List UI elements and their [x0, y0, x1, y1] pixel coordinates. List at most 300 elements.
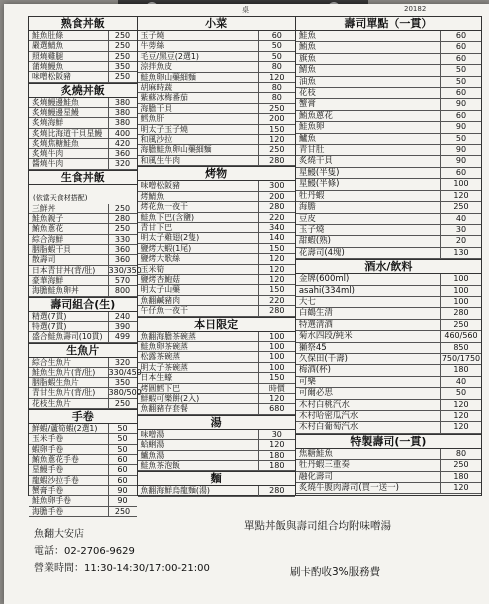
menu-item-row — [138, 156, 295, 166]
menu-item-price: 280 — [258, 306, 295, 315]
menu-item-row — [138, 384, 295, 394]
menu-item-price: 30 — [440, 225, 481, 235]
menu-item-price: 120 — [258, 73, 295, 82]
menu-item-price: 150 — [258, 244, 295, 253]
menu-item-name: 明太子茶碗蒸 — [140, 362, 188, 372]
menu-item-row — [29, 224, 137, 234]
menu-item-row — [296, 214, 481, 225]
menu-item-row — [296, 286, 481, 297]
menu-item-row — [296, 449, 481, 460]
menu-item-name: 明太子玉子燒 — [140, 124, 188, 134]
menu-item-name: 烤花魚一夜干 — [140, 202, 188, 212]
menu-item-price: 120 — [440, 483, 481, 493]
menu-item-price: 250 — [108, 52, 137, 61]
menu-item-price: 200 — [258, 114, 295, 123]
menu-item-row — [29, 118, 137, 128]
menu-item-name: 魚翻鹹豬肉 — [140, 295, 181, 305]
menu-item-row — [138, 373, 295, 383]
menu-item-price: 280 — [440, 308, 481, 318]
menu-item-price: 340 — [258, 223, 295, 232]
menu-item-price: 250 — [258, 104, 295, 113]
section-header: 湯 — [138, 415, 295, 430]
menu-item-row — [138, 83, 295, 93]
menu-item-price: 250 — [440, 460, 481, 470]
menu-item-row — [138, 213, 295, 223]
menu-column-3 — [296, 17, 481, 495]
menu-item-price: 120 — [440, 411, 481, 421]
menu-item-price: 180 — [258, 451, 295, 460]
menu-item-row — [29, 399, 137, 409]
menu-item-name: 松露茶碗蒸 — [140, 352, 181, 362]
menu-item-price: 250 — [440, 202, 481, 212]
menu-item-row — [138, 461, 295, 471]
menu-item-name: 鹽烤大歌絲 — [140, 254, 181, 264]
store-hours: 營業時間：11:30-14:30/17:00-21:00 — [34, 563, 210, 574]
menu-item-row — [296, 145, 481, 156]
miso-soup-note: 單點丼飯與壽司組合均附味噌湯 — [244, 520, 391, 532]
menu-item-row — [29, 52, 137, 62]
menu-item-price: 250 — [108, 224, 137, 233]
menu-item-name: 海膽鮭魚卵丼 — [32, 286, 79, 296]
menu-item-row — [296, 483, 481, 494]
menu-item-price: 330/350 — [108, 265, 142, 275]
menu-item-row — [296, 191, 481, 202]
menu-item-name: 可爾必思 — [298, 388, 333, 399]
menu-item-price: 320 — [108, 358, 137, 367]
menu-footer — [28, 498, 480, 598]
menu-item-name: 蝦卵手卷 — [32, 444, 64, 454]
menu-item-row — [29, 455, 137, 465]
menu-item-name: 三鮮丼 — [32, 203, 56, 213]
menu-item-price: 50 — [258, 41, 295, 50]
menu-item-row — [29, 41, 137, 51]
menu-item-row — [29, 62, 137, 72]
menu-item-price: 250 — [108, 399, 137, 408]
menu-item-price: 570 — [108, 276, 137, 285]
menu-item-row — [296, 111, 481, 122]
menu-item-name: 特選清酒 — [298, 319, 333, 330]
menu-item-row — [138, 135, 295, 145]
menu-item-name: 久保田(千壽) — [298, 353, 348, 364]
menu-item-price: 120 — [258, 275, 295, 284]
menu-item-name: 鮪魚蔥花 — [298, 110, 333, 121]
menu-item-name: 炙燒牛肉 — [32, 149, 64, 159]
menu-item-name: 花枝生魚片 — [32, 398, 71, 408]
menu-item-name: 毛豆/黑豆(2選1) — [140, 51, 199, 61]
menu-item-row — [296, 388, 481, 399]
menu-item-price: 280 — [258, 156, 295, 165]
menu-item-row — [29, 255, 137, 265]
section-header: 小菜 — [138, 17, 295, 31]
menu-item-row — [138, 404, 295, 414]
menu-item-row — [138, 244, 295, 254]
menu-item-name: 烤鯖魚 — [140, 191, 165, 201]
menu-item-price: 60 — [440, 88, 481, 98]
menu-item-price: 350 — [108, 378, 137, 387]
menu-item-name: 菊水四段/純米 — [298, 331, 353, 342]
menu-item-row — [29, 465, 137, 475]
menu-item-name: 日本生蠔 — [140, 373, 173, 383]
menu-item-price: 60 — [440, 31, 481, 41]
menu-item-name: 玉子燒 — [140, 31, 165, 40]
menu-item-price: 330 — [108, 235, 137, 244]
menu-item-row — [138, 125, 295, 135]
menu-item-name: 蟹膏手卷 — [32, 485, 64, 495]
menu-item-name: 龍蝦沙拉手卷 — [32, 475, 79, 485]
menu-sheet — [4, 4, 489, 604]
menu-item-price: 140 — [258, 233, 295, 242]
menu-item-row — [29, 108, 137, 118]
menu-item-name: 散壽司 — [32, 255, 56, 265]
menu-item-row — [296, 472, 481, 483]
menu-item-price: 60 — [440, 54, 481, 64]
menu-item-row — [29, 204, 137, 214]
menu-item-name: 鮭魚卵 — [298, 122, 325, 133]
section-note: (依當天食材搭配) — [33, 193, 88, 202]
menu-item-row — [296, 99, 481, 110]
menu-item-price: 60 — [108, 476, 137, 485]
menu-item-row — [29, 434, 137, 444]
menu-item-row — [29, 358, 137, 368]
menu-item-price: 250 — [108, 41, 137, 50]
menu-item-name: 牡丹蝦 — [298, 190, 325, 201]
menu-item-row — [296, 156, 481, 167]
menu-item-row — [296, 343, 481, 354]
menu-item-price: 120 — [258, 135, 295, 144]
menu-item-row — [29, 476, 137, 486]
menu-item-name: 可樂 — [298, 376, 316, 387]
menu-item-row — [29, 98, 137, 108]
menu-item-name: 蒲燒鰻魚 — [32, 61, 64, 71]
menu-item-name: 鮮蝦可樂餅(2入) — [140, 394, 200, 403]
menu-item-row — [138, 285, 295, 295]
menu-item-row — [29, 378, 137, 388]
menu-item-price: 130 — [440, 248, 481, 258]
menu-item-row — [29, 159, 137, 169]
menu-item-row — [296, 422, 481, 433]
menu-item-row — [138, 394, 295, 404]
menu-item-price: 390 — [108, 322, 137, 331]
menu-item-row — [138, 254, 295, 264]
section-header: 壽司組合(生) — [29, 297, 137, 312]
menu-item-row — [296, 168, 481, 179]
menu-item-price: 300 — [258, 181, 295, 190]
section-header: 壽司單點（一貫） — [296, 17, 481, 31]
menu-item-price: 80 — [258, 62, 295, 71]
menu-item-name: 融化壽司 — [298, 471, 333, 482]
top-right-mark: 20182 — [404, 5, 427, 13]
menu-item-name: 油魚 — [298, 76, 316, 87]
menu-item-row — [296, 134, 481, 145]
menu-item-name: 鮭魚卵山藥細麵 — [140, 72, 196, 82]
menu-item-row — [138, 451, 295, 461]
menu-item-price: 100 — [258, 342, 295, 351]
menu-item-row — [29, 445, 137, 455]
menu-item-name: 味噌松阪豬 — [32, 72, 71, 82]
menu-item-name: 鹽烤杏鮑菇 — [140, 274, 181, 284]
menu-item-price: 320 — [108, 159, 137, 168]
menu-item-price: 750/1750 — [441, 353, 481, 363]
menu-item-price: 50 — [108, 434, 137, 443]
menu-item-price: 50 — [440, 134, 481, 144]
menu-item-row — [138, 233, 295, 243]
menu-item-row — [29, 265, 142, 276]
menu-item-row — [296, 331, 481, 342]
menu-item-row — [296, 365, 481, 376]
menu-item-price: 250 — [258, 145, 295, 154]
menu-item-price: 180 — [258, 461, 295, 470]
menu-item-row — [29, 312, 137, 322]
menu-item-price: 60 — [108, 465, 137, 474]
menu-item-price: 380 — [108, 98, 137, 107]
menu-item-price: 120 — [258, 265, 295, 274]
menu-item-row — [296, 377, 481, 388]
menu-item-name: 炙燒比海道干貝星鰻 — [32, 128, 103, 138]
menu-item-name: 蟹膏 — [298, 99, 316, 110]
store-phone: 電話：02-2706-9629 — [34, 546, 135, 557]
menu-item-price: 220 — [258, 296, 295, 305]
menu-item-row — [296, 65, 481, 76]
menu-item-price: 60 — [258, 31, 295, 40]
menu-item-price: 680 — [258, 404, 295, 413]
menu-item-name: 星鰻(半條) — [298, 179, 340, 190]
menu-item-name: 午仔魚一夜干 — [140, 306, 188, 316]
menu-item-name: 木村哈密瓜汽水 — [298, 411, 359, 421]
menu-item-price: 850 — [440, 343, 481, 353]
menu-item-row — [296, 248, 481, 259]
menu-item-price: 時價 — [258, 384, 295, 393]
menu-item-row — [296, 77, 481, 88]
menu-item-name: 梅酒(杯) — [298, 365, 331, 376]
menu-item-price: 30 — [258, 430, 295, 439]
menu-item-row — [138, 93, 295, 103]
menu-item-price: 50 — [258, 52, 295, 61]
menu-item-row — [138, 114, 295, 124]
menu-item-price: 60 — [440, 168, 481, 178]
menu-item-name: 照燒雞腿 — [32, 51, 64, 61]
menu-item-name: 和風生牛肉 — [140, 155, 181, 165]
menu-item-row — [138, 192, 295, 202]
menu-item-price: 40 — [440, 214, 481, 224]
menu-item-row — [296, 400, 481, 411]
menu-item-row — [296, 354, 481, 365]
menu-item-name: 綜合生魚片 — [32, 357, 71, 367]
menu-item-price: 240 — [108, 312, 137, 321]
menu-item-row — [29, 332, 137, 342]
menu-item-name: 醬燒牛肉 — [32, 159, 64, 169]
menu-item-name: 魚翻海鮮烏龍麵(湯) — [140, 486, 210, 496]
menu-item-price: 120 — [258, 440, 295, 449]
menu-item-name: 炙燒焦糖鮭魚 — [32, 138, 79, 148]
menu-item-row — [138, 486, 295, 496]
menu-item-price: 120 — [258, 394, 295, 403]
menu-item-row — [138, 181, 295, 191]
menu-item-price: 80 — [440, 449, 481, 459]
menu-item-name: 明太子雞翅(2隻) — [140, 233, 200, 243]
menu-item-name: 炙燒鰻邊星鰻 — [32, 107, 79, 117]
menu-item-name: 牡丹蝦三重奏 — [298, 460, 350, 471]
menu-item-name: 旗魚 — [298, 53, 316, 64]
menu-item-name: 青甘生魚片(背/肚) — [32, 388, 96, 398]
menu-item-row — [138, 363, 295, 373]
menu-item-price: 50 — [440, 77, 481, 87]
menu-item-price: 100 — [440, 179, 481, 189]
menu-item-row — [138, 73, 295, 83]
menu-item-name: 青甘肚 — [298, 145, 325, 156]
menu-item-name: 涼拌魚皮 — [140, 62, 173, 72]
menu-item-price: 50 — [108, 445, 137, 454]
menu-item-price: 250 — [108, 507, 137, 516]
section-header: 生食丼飯 — [29, 170, 137, 185]
menu-item-price: 360 — [108, 149, 137, 158]
menu-item-name: 味噌湯 — [140, 429, 165, 439]
menu-item-price: 90 — [440, 122, 481, 132]
menu-item-name: 鱸魚湯 — [140, 450, 165, 460]
menu-item-row — [29, 214, 137, 224]
section-header: 生魚片 — [29, 343, 137, 358]
section-header: 烤物 — [138, 166, 295, 181]
menu-item-price: 420 — [108, 139, 137, 148]
menu-item-price: 90 — [440, 156, 481, 166]
menu-item-row — [296, 236, 481, 247]
menu-item-name: 和風沙拉 — [140, 135, 173, 145]
menu-item-row — [29, 276, 137, 286]
menu-item-name: 焦糖鮭魚 — [298, 448, 333, 459]
menu-item-price: 380 — [108, 108, 137, 117]
menu-item-row — [138, 296, 295, 306]
section-header: 麵 — [138, 471, 295, 486]
menu-item-row — [29, 129, 137, 139]
menu-item-price: 60 — [108, 455, 137, 464]
menu-item-name: 白鶴生清 — [298, 308, 333, 319]
menu-item-row — [29, 486, 137, 496]
menu-item-row — [138, 223, 295, 233]
menu-item-name: 鯖魚 — [298, 65, 316, 76]
section-header: 手卷 — [29, 409, 137, 424]
menu-item-name: 鮪魚 — [298, 42, 316, 53]
menu-item-price: 280 — [258, 202, 295, 211]
menu-item-row — [29, 286, 137, 296]
menu-item-name: 鮪魚蔥花 — [32, 224, 64, 234]
section-header: 特製壽司(一貫) — [296, 434, 481, 449]
menu-item-price: 100 — [440, 274, 481, 284]
menu-item-name: 蛤蜊湯 — [140, 440, 165, 450]
menu-item-price: 250 — [108, 72, 137, 81]
menu-item-row — [296, 88, 481, 99]
menu-item-name: 星鰻(半隻) — [298, 167, 340, 178]
menu-item-price: 180 — [440, 472, 481, 482]
menu-item-row — [296, 202, 481, 213]
menu-item-price: 50 — [108, 424, 137, 433]
menu-item-price: 100 — [440, 297, 481, 307]
menu-item-name: 花壽司(4塊) — [298, 247, 345, 258]
menu-item-name: asahi(334ml) — [298, 285, 355, 296]
menu-item-name: 玉子燒 — [298, 224, 325, 235]
menu-item-price: 120 — [258, 254, 295, 263]
menu-item-row — [296, 54, 481, 65]
menu-item-row — [138, 202, 295, 212]
menu-item-row — [29, 388, 142, 398]
menu-table — [28, 16, 482, 516]
menu-item-name: 海膽鮭魚卵山藥細麵 — [140, 145, 212, 155]
menu-item-name: 味噌松阪豬 — [140, 181, 181, 191]
menu-item-row — [138, 265, 295, 275]
menu-item-price: 250 — [108, 31, 137, 40]
menu-item-name: 特選(7貫) — [32, 321, 67, 331]
menu-item-name: 胭脂蝦干貝 — [32, 245, 71, 254]
menu-item-price: 180 — [440, 365, 481, 375]
menu-item-price: 100 — [258, 332, 295, 341]
menu-item-name: 精選(7貫) — [32, 311, 67, 321]
menu-item-name: 海膽干貝 — [140, 103, 173, 113]
menu-item-price: 200 — [258, 192, 295, 201]
menu-item-name: 鮭魚卵茶碗蒸 — [140, 341, 188, 351]
menu-item-price: 40 — [440, 377, 481, 387]
menu-item-price: 60 — [440, 111, 481, 121]
menu-item-price: 150 — [258, 125, 295, 134]
menu-item-price: 800 — [108, 286, 137, 295]
menu-item-row — [29, 424, 137, 434]
section-header: 炙燒丼飯 — [29, 83, 137, 98]
menu-item-name: 牛蒡絲 — [140, 41, 165, 51]
menu-item-row — [296, 308, 481, 319]
menu-item-price: 20 — [440, 236, 481, 246]
menu-item-price: 80 — [258, 93, 295, 102]
menu-item-name: 獺祭45 — [298, 342, 327, 353]
menu-item-price: 50 — [440, 65, 481, 75]
menu-item-row — [296, 320, 481, 331]
menu-item-name: 鮭魚肚條 — [32, 31, 64, 40]
menu-item-row — [29, 149, 137, 159]
menu-item-row — [296, 31, 481, 42]
card-fee-note: 刷卡酌收3%服務費 — [290, 566, 381, 578]
store-name: 魚翻大安店 — [34, 529, 84, 540]
menu-item-name: 鮭魚卵手卷 — [32, 496, 71, 506]
menu-item-name: 鮮蝦/蘆筍蝦(2選1) — [32, 424, 98, 434]
menu-item-price: 50 — [440, 388, 481, 398]
menu-item-name: 鮪魚蔥花手卷 — [32, 455, 79, 464]
menu-item-name: 日本青甘丼(背/肚) — [32, 265, 96, 275]
menu-item-row — [296, 460, 481, 471]
menu-item-price: 100 — [258, 352, 295, 361]
menu-item-row — [296, 297, 481, 308]
menu-item-name: 甜蝦(熟) — [298, 236, 331, 247]
menu-item-row — [29, 245, 137, 255]
menu-item-name: 魚翻海膽茶碗蒸 — [140, 331, 196, 341]
menu-item-row — [296, 42, 481, 53]
menu-item-row — [138, 332, 295, 342]
menu-item-name: 鱸魚 — [298, 133, 316, 144]
store-info — [34, 526, 210, 577]
menu-item-name: 烤圓鱈下巴 — [140, 383, 181, 393]
menu-item-price: 330/450 — [108, 367, 142, 377]
menu-item-name: 木村白桃汽水 — [298, 399, 350, 410]
menu-column-2 — [138, 17, 296, 495]
menu-item-row — [138, 430, 295, 440]
menu-item-price: 360 — [108, 245, 137, 254]
menu-item-price: 400 — [108, 129, 137, 138]
menu-item-price: 150 — [258, 285, 295, 294]
menu-item-row — [138, 31, 295, 41]
menu-item-row — [138, 52, 295, 62]
menu-item-name: 鮭魚下巴(含鹽) — [140, 212, 195, 222]
menu-item-name: 嚴選鯖魚 — [32, 41, 64, 51]
menu-item-name: 豆皮 — [298, 213, 316, 224]
menu-item-name: 炙燒牛腹肉壽司(買一送一) — [298, 483, 399, 494]
menu-item-row — [29, 235, 137, 245]
menu-item-name: 豪華海鮮 — [32, 275, 64, 285]
menu-item-price: 499 — [108, 332, 137, 341]
